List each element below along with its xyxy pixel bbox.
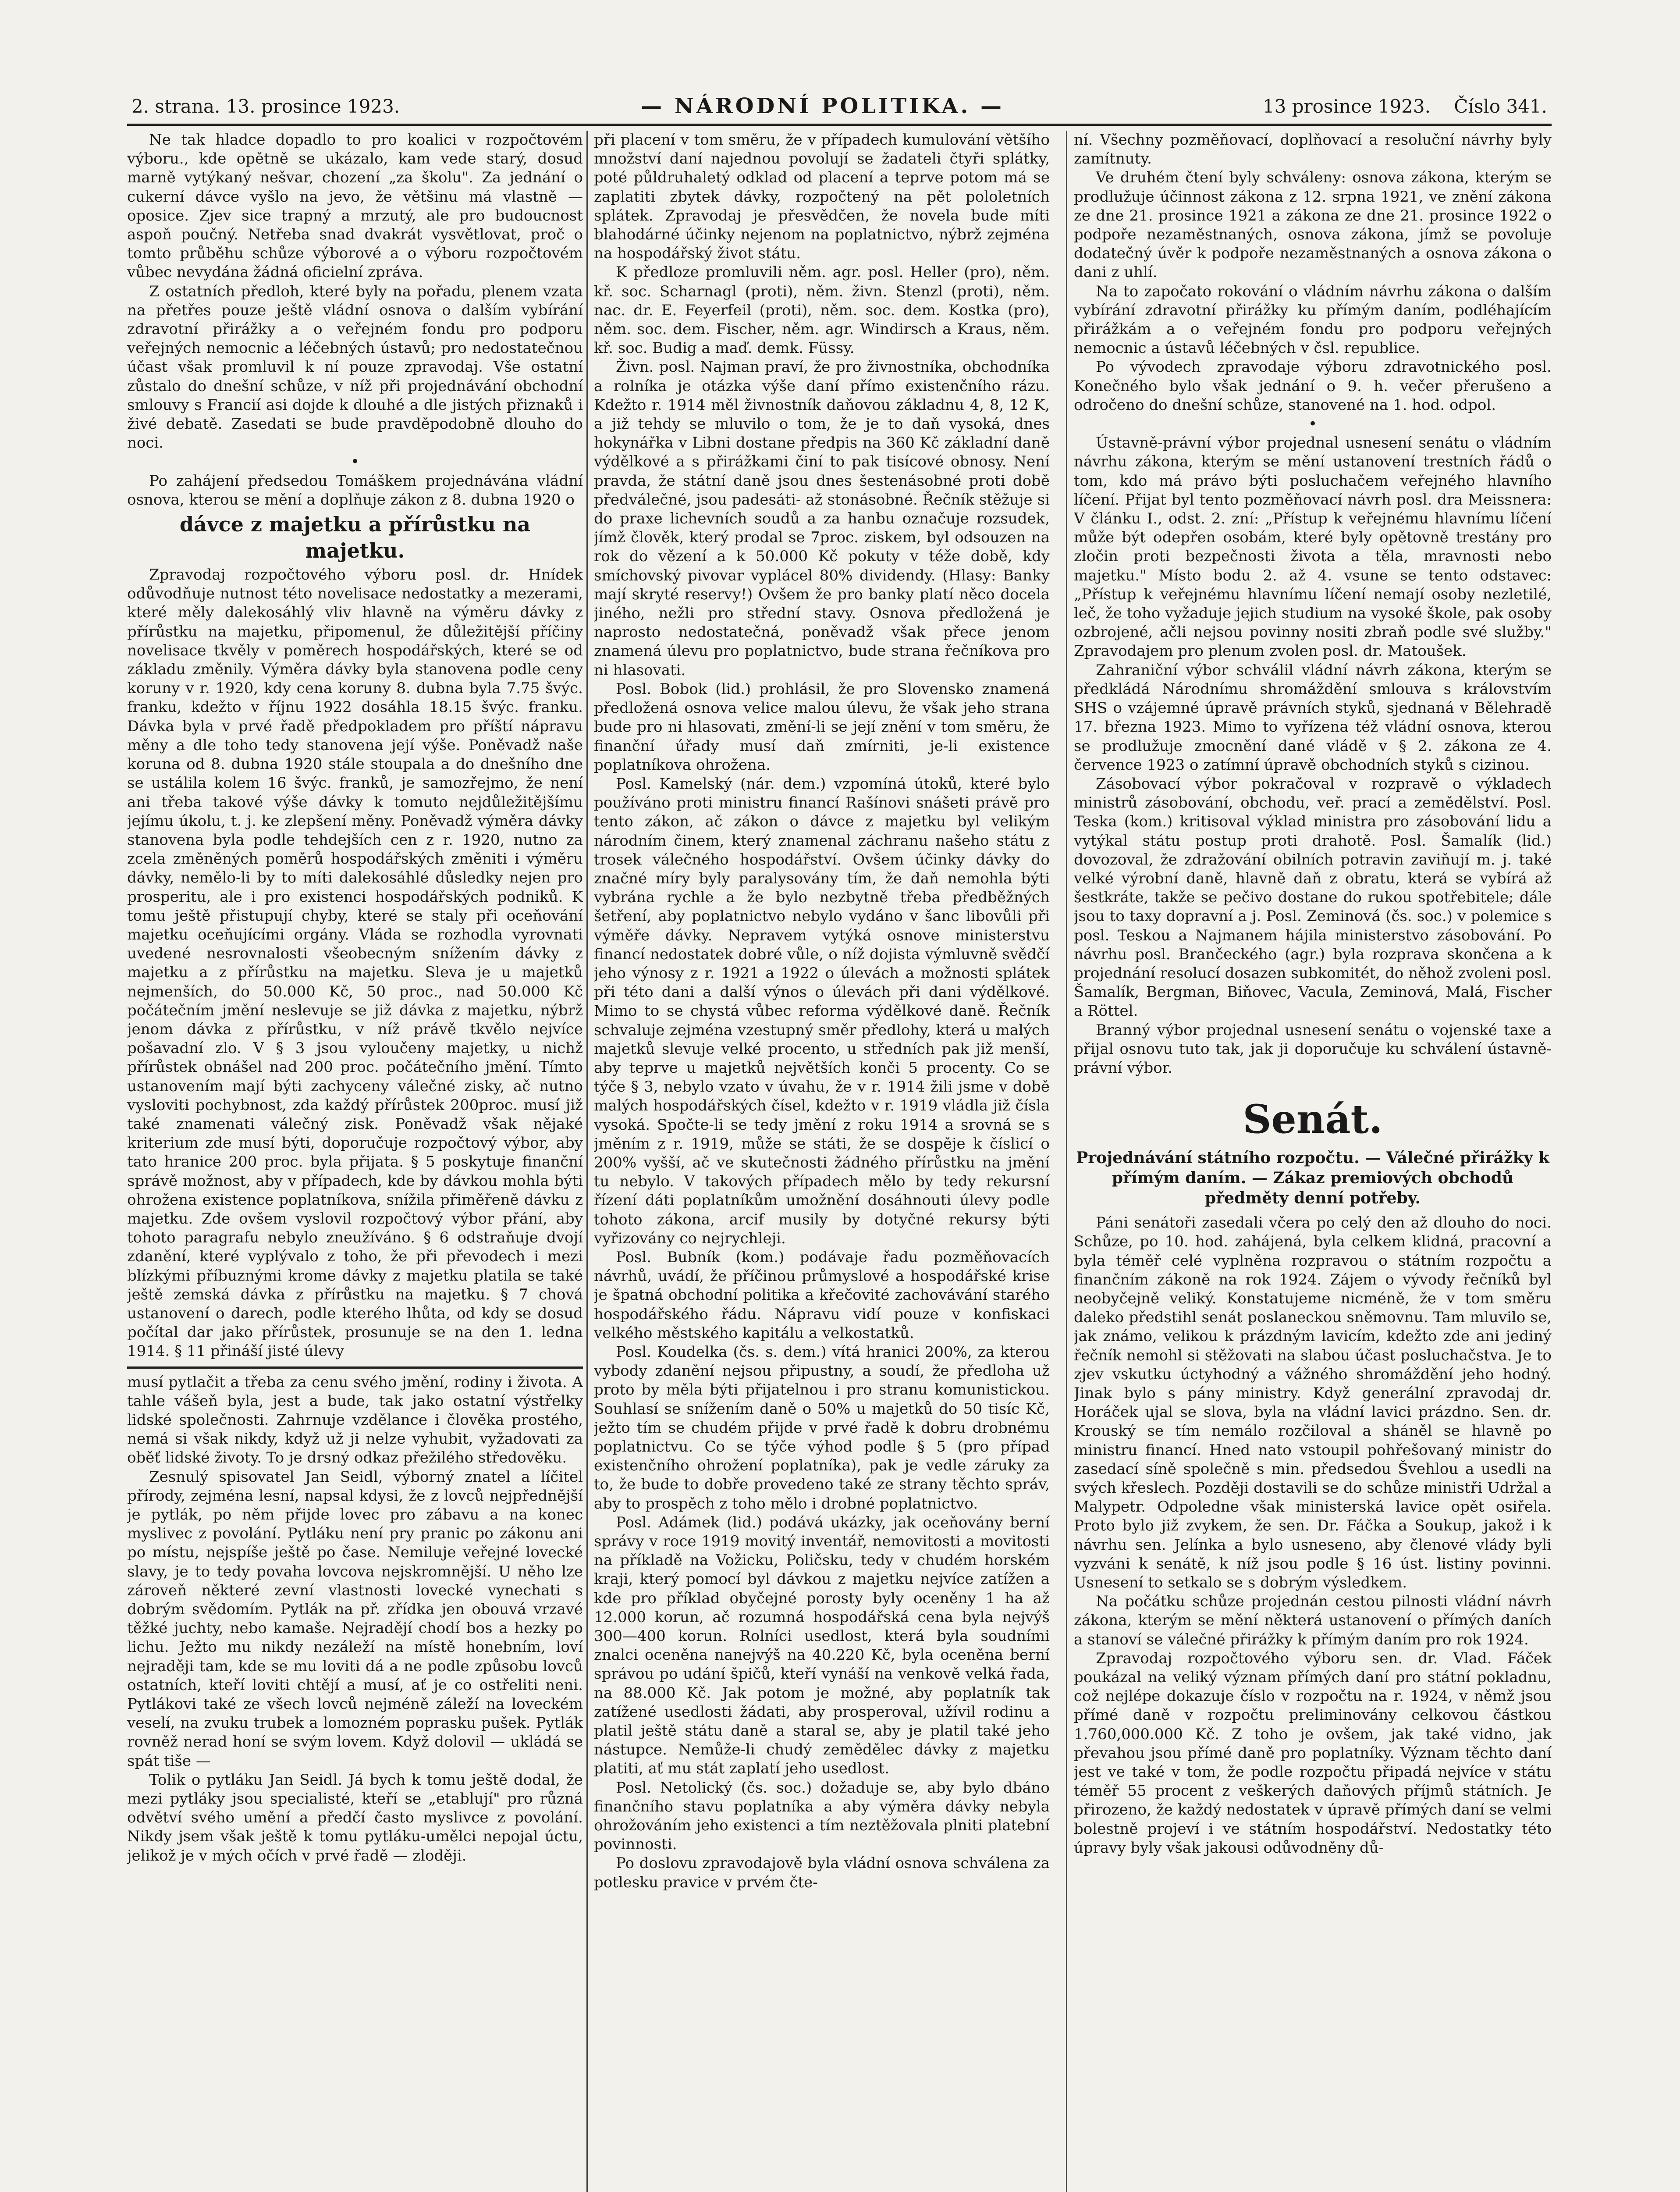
article-paragraph: Posl. Koudelka (čs. s. dem.) vítá hranici 200%, za kterou vybody zdanění nejsou připustny, a soudí, že předloha už proto by měla býti přijatelnou i pro stranu komunistickou. Souhlasí se snížením daně o 50% u majetků do 50 tisíc Kč, ježto tím se chudém přijde v prvé řadě k dobru drobnému poplatnictvu. Co se týče výhod podle § 5 (pro případ existenčního ohrožení poplatníka), pak je vedle záruky za to, že bude to dobře provedeno také ze strany těchto správ, aby to prospěch z toho mělo i drobné poplatnictvo. (594, 1343, 1050, 1512)
article-paragraph: Zpravodaj rozpočtového výboru posl. dr. Hnídek odůvodňuje nutnost této novelisace nedostatky a mezerami, které měly dalekosáhlý vliv hlavně na výměru dávky z přírůstku na majetku, připomenul, že důležitější příčiny novelisace tkvěly v poměrech hospodářských, které se od základu změnily. Výměra dávky byla stanovena podle ceny koruny v r. 1920, kdy cena koruny 8. dubna byla 7.75 švýc. franku, kdežto v říjnu 1922 dosáhla 18.15 švýc. franku. Dávka byla v prvé řadě předpokladem pro příští nápravu měny a dle toho tedy stanovena její výše. Poněvadž naše koruna od 8. dubna 1920 stále stoupala a do dnešního dne se ustálila kolem 16 švýc. franků, je samozřejmo, že není ani třeba takové výše dávky k tomuto nejdůležitějšímu jejímu úkolu, t. j. ke zlepšení měny. Poněvadž výměra dávky stanovena byla podle tehdejších cen z r. 1920, nutno za zcela změněných poměrů hospodářských změniti i výměru dávky, nemělo-li by to míti dalekosáhlé důsledky nejen pro prosperitu, ale i pro existenci hospodářských podniků. K tomu ještě přistupují chyby, které se staly při oceňování majetku oceňujícími orgány. Vláda se rozhodla vyrovnati uvedené nesrovnalosti všeobecným snížením dávky z majetku a z přírůstku na majetku. Sleva je u majetků nejmenších, do 50.000 Kč, 50 proc., nad 50.000 Kč počátečním jmění neslevuje se již dávka z majetku, nýbrž jenom dávka z přírůstku, v níž právě tkvělo nejvíce pošavadní zlo. V § 3 jsou vyloučeny majetky, u nichž přírůstek obnášel nad 200 proc. počátečního jmění. Tímto ustanovením mají býti zachyceny válečné zisky, ač nutno vysloviti pochybnost, zda každý přírůstek 200proc. musí již také znamenati válečný zisk. Poněvadž však nějaké kriterium zde musí býti, doporučuje rozpočtový výbor, aby tato hranice 200 proc. byla přijata. § 5 poskytuje finanční správě možnost, aby v případech, kde by dávkou mohla býti ohrožena existence poplatníkova, snížila přiměřeně dávku z majetku. Zde ovšem vyslovil rozpočtový výbor přání, aby tohoto paragrafu nebylo zneužíváno. § 6 odstraňuje dvojí zdanění, které vyplývalo z toho, že při převodech i mezi blízkými příbuznými krome dávky z majetku platila se také ještě zemská dávka z přírůstku na majetku. § 7 chová ustanovení o darech, podle kterého lhůta, od kdy se dosud počítal dar jako přírůstek, prosunuje se na den 1. ledna 1914. § 11 přináší jisté úlevy (127, 566, 583, 1360)
article-paragraph: Posl. Bubník (kom.) podávaje řadu pozměňovacích návrhů, uvádí, že příčinou průmyslové a hospodářské krise je špatná obchodní politika a křečovité zachovávání starého hospodářského řádu. Nápravu vidí pouze v konfiskaci velkého městského kapitálu a velkostatků. (594, 1248, 1050, 1342)
article-paragraph: Branný výbor projednal usnesení senátu o vojenské taxe a přijal osnovu tuto tak, jak ji doporučuje ku schválení ústavně-právní výbor. (1074, 1021, 1552, 1077)
article-paragraph: K předloze promluvili něm. agr. posl. Heller (pro), něm. kř. soc. Scharnagl (proti), něm. živn. Stenzl (proti), něm. nac. dr. E. Feyerfeil (proti), něm. soc. dem. Kostka (pro), něm. soc. dem. Fischer, něm. agr. Windirsch a Kraus, něm. kř. soc. Budig a maď. demk. Füssy. (594, 263, 1050, 357)
article-paragraph: Po zahájení předsedou Tomáškem projednávána vládní osnova, kterou se mění a doplňuje zákon z 8. dubna 1920 o (127, 472, 583, 509)
header-issue-number: Číslo 341. (1454, 95, 1547, 117)
section-bullet: • (1308, 415, 1318, 433)
header-rule (127, 124, 1552, 126)
masthead-title: — NÁRODNÍ POLITIKA. — (641, 94, 1004, 118)
header-date: 13 prosince 1923. (1262, 95, 1431, 117)
article-paragraph: Posl. Adámek (lid.) podává ukázky, jak oceňovány berní správy v roce 1919 movitý inventář, nemovitosti a movitosti na příkladě na Vožicku, Poličsku, tedy v chudém horském kraji, který pomocí byl dávkou z majetku nejvíce zatížen a kde pro příklad obyčejné porosty byly oceněny 1 ha až 12.000 korun, ač rozumná hospodářská cena byla nejvýš 300—400 korun. Rolníci usedlost, která byla soudními znalci oceněna nanejvýš na 40.220 Kč, byla oceněna berní správou po udání špičů, kteří vynáší na venkově velká řada, na 88.000 Kč. Jak potom je možné, aby poplatník tak zatížené usedlosti žádati, aby prosperoval, užívil rodinu a platil ještě státu daně a staral se, aby je platil také jeho nástupce. Nemůže-li chudý zemědělec dávky z majetku platiti, ať mu stát zaplatí jeho usedlost. (594, 1513, 1050, 1778)
article-paragraph: Ve druhém čtení byly schváleny: osnova zákona, kterým se prodlužuje účinnost zákona z 12. srpna 1921, ve znění zákona ze dne 21. prosince 1921 a zákona ze dne 21. prosince 1922 o podpoře nezaměstnaných, osnova zákona, jímž se povoluje dodatečný úvěr k podpoře nezaměstnaných a osnova zákona o dani z uhlí. (1074, 169, 1552, 281)
section-subtitle: Projednávání státního rozpočtu. — Válečné přirážky k přímým daním. — Zákaz premiových obchodů předměty denní potřeby. (1076, 1149, 1549, 1208)
column-1 (127, 131, 583, 2192)
article-paragraph: při placení v tom směru, že v případech kumulování většího množství daní najednou povolují se žadateli čtyři splátky, poté půldruhaletý odklad od placení a teprve potom má se zaplatiti zbytek dávky, rozpočtený na pět pololetních splátek. Zpravodaj je přesvědčen, že novela bude míti blahodárné účinky nejenom na poplatnictvo, nýbrž zejména na hospodářský život státu. (594, 131, 1050, 263)
article-paragraph: Posl. Bobok (lid.) prohlásil, že pro Slovensko znamená předložená osnova velice malou úlevu, že však jeho strana bude pro ni hlasovati, změní-li se její znění v tom směru, že finanční úřady musí daň zmírniti, je-li existence poplatníkova ohrožena. (594, 680, 1050, 774)
article-paragraph: Páni senátoři zasedali včera po celý den až dlouho do noci. Schůze, po 10. hod. zahájená, byla celkem klidná, pracovní a byla téměř celé vyplněna rozpravou o státním rozpočtu a finančním zákoně na rok 1924. Zájem o vývody řečníků byl neobyčejně veliký. Konstatujeme nicméně, že v tom směru daleko předstihl senát poslaneckou sněmovnu. Tam mluvilo se, jak známo, velikou k prázdným lavicím, kdežto zde ani jediný řečník nemohl si stěžovati na slabou účast posluchačstva. Je to zjev vskutku úctyhodný a vážného shromáždění jeho hodný. Jinak bylo s pány ministry. Když generální zpravodaj dr. Horáček ujal se slova, byla na vládní lavici prázdno. Sen. dr. Krouský se tím nemálo rozčiloval a sháněl se hlavně po ministru financí. Hned nato vstoupil pohřešovaný ministr do zasedací síně společně s min. předsedou Švehlou a usedli na svých křeslech. Později dostavili se do schůze ministři Udržal a Malypetr. Odpoledne však ministerská lavice opět osiřela. Proto bylo již zvykem, že sen. Dr. Fáčka a Soukup, jakož i k návrhu sen. Jelínka a bylo usneseno, aby členové vlády byli vyzváni k senátě, k níž jsou podle § 16 úst. listiny povinni. Usnesení to setkalo se s dobrým výsledkem. (1074, 1214, 1552, 1592)
spacer (1074, 1208, 1552, 1213)
feuilleton-separator (127, 1366, 583, 1369)
section-bullet: • (350, 453, 360, 471)
article-paragraph: Živn. posl. Najman praví, že pro živnostníka, obchodníka a rolníka je otázka výše daní přímo existenčního rázu. Kdežto r. 1914 měl živnostník daňovou základnu 4, 8, 12 K, a již tehdy se mluvilo o tom, že je to daň vysoká, dnes hokynářka v Libni dostane předpis na 360 Kč základní daně výdělkové a s přirážkami činí to pak tisícové obnosy. Není pravda, že státní daně jsou dnes šestenásobné proti době předválečné, jsou padesáti- až stonásobné. Řečník stěžuje si do praxe lichevních soudů a za hanbu označuje rozsudek, jímž člověk, který prodal se 7proc. ziskem, byl odsouzen na rok do vězení a k 50.000 Kč pokuty v téže době, kdy smíchovský pivovar vyplácel 80% dividendy. (Hlasy: Banky mají skryté reservy!) Ovšem že pro banky platí něco docela jiného, nežli pro střední stavy. Osnova předložená je naprosto nedostatečná, poněvadž však přece jenom znamená úlevu pro poplatnictvo, bude strana řečníkova pro ni hlasovati. (594, 358, 1050, 679)
article-paragraph: Ne tak hladce dopadlo to pro koalici v rozpočtovém výboru., kde opětně se ukázalo, kam vede starý, dosud marně vytýkaný nešvar, chození „za školu". Za jednání o cukerní dávce vyšlo na jevo, že většinu má vlastně — oposice. Zjev sice trapný a mrzutý, ale pro budoucnost aspoň poučný. Netřeba snad dvakrát vysvětlovat, proč o tomto průběhu schůze výborové a o výboru rozpočtovém vůbec nevydána žádná oficielní zpráva. (127, 131, 583, 281)
column-divider (586, 131, 588, 2192)
page-header (131, 92, 1547, 120)
article-paragraph: Z ostatních předloh, které byly na pořadu, plenem vzata na přetřes pouze ještě vládní osnova o dalším vybírání zdravotní přirážky a o veřejném fondu pro podporu veřejných nemocnic a léčebných ústavů; pro nedostatečnou účast však promluvil k ní pouze zpravodaj. Vše ostatní zůstalo do dnešní schůze, v níž při projednávání obchodní smlouvy s Francií asi dojde k dlouhé a dle jistých přiznaků i živé debatě. Zasedati se bude pravděpodobně dlouho do noci. (127, 282, 583, 452)
column-divider (1066, 131, 1067, 2192)
article-paragraph: Zásobovací výbor pokračoval v rozpravě o výkladech ministrů zásobování, obchodu, veř. prací a zemědělství. Posl. Teska (kom.) kritisoval výklad ministra pro zásobování lidu a vytýkal státu postup proti drahotě. Posl. Šamalík (lid.) dovozoval, že zdražování obilních potravin zaviňují m. j. také velké výrobní daně, hlavně daň z obratu, která se vybírá až šestkráte, takže se pečivo dostane do rukou spotřebitele; dále jsou to taxy dopravní a j. Posl. Zeminová (čs. soc.) v polemice s posl. Teskou a Najmanem hájila ministerstvo zásobování. Po návrhu posl. Brančeckého (agr.) byla rozprava skončena a k projednání resolucí dosazen subkomitét, do něhož zvoleni posl. Šamalík, Bergman, Biňovec, Vacula, Zeminová, Malá, Fischer a Röttel. (1074, 775, 1552, 1020)
article-title: dávce z majetku a přírůstku na majetku. (179, 512, 531, 563)
header-page-date: 2. strana. 13. prosince 1923. (131, 95, 400, 117)
feuilleton-paragraph: Zesnulý spisovatel Jan Seidl, výborný znatel a líčitel přírody, zejména lesní, napsal kdysi, že z lovců nejpřednější je pytlák, po něm přijde lovec pro zábavu a na konec myslivec z povolání. Pytláku není pry pranic po zákonu ani po místu, nejspíše ještě po čase. Nemiluje veřejné lovecké slavy, je to tedy povaha lovcova nejskromnější. U něho lze zároveň některé zevní vlastnosti lovecké vynechati s dobrým svědomím. Pytlák na př. zřídka jen obouvá vrzavé těžké juchty, nebo kamaše. Nejradějí chodí bos a hezky po lichu. Ježto mu nikdy nezáleží na místě honebním, loví nejraději tam, kde se mu loviti dá a ne podle způsobu lovců ostatních, kteří loviti chtějí a musí, ať je co ostřeliti neni. Pytlákovi také ze všech lovců nejméně záleží na loveckém veselí, na zvuku trubek a lomozném poprasku pušek. Pytlák rovněž nerad honí se svým lovem. Když dolovil — ukládá se spát tiše — (127, 1468, 583, 1770)
article-paragraph: Ústavně-právní výbor projednal usnesení senátu o vládním návrhu zákona, kterým se mění ustanovení trestních řádů o tom, kdo má právo býti posluchačem veřejného hlavního líčení. Přijat byl tento pozměňovací návrh posl. dra Meissnera: V článku I., odst. 2. zní: „Přístup k veřejnému hlavnímu líčení může být odepřen osobám, které byly opětovně trestány pro zločin proti bezpečnosti života a těla, mravnosti nebo majetku." Místo bodu 2. až 4. vsune se tento odstavec: „Přístup k veřejnému hlavnímu líčení nemají osoby nezletilé, leč, že toho vyžaduje jejich studium na vysoké škole, pak osoby ozbrojené, ačli nejsou povinny nositi zbraň podle své služby." Zpravodajem pro plenum zvolen posl. dr. Matoušek. (1074, 434, 1552, 660)
article-paragraph: Zpravodaj rozpočtového výboru sen. dr. Vlad. Fáček poukázal na veliký význam přímých daní pro státní pokladnu, což nejlépe dokazuje číslo v rozpočtu na r. 1924, v němž jsou přímé daně v rozpočtu preliminovány celkovou částkou 1.760,000.000 Kč. Z toho je ovšem, jak také vidno, jak převahou jsou přímé daně pro poplatníky. Význam těchto daní jest ve také v tom, že podle rozpočtu připadá nejvíce v státu téměř 55 procent z veškerých daňových příjmů státních. Je přirozeno, že každý nedostatek v úpravě přímých daní se velmi bolestně projeví i ve státním hospodářství. Nedostatky této úpravy byly však jakousi odůvodněny dů- (1074, 1649, 1552, 1857)
article-paragraph: Posl. Netolický (čs. soc.) dožaduje se, aby bylo dbáno finančního stavu poplatníka a aby výměra dávky nebyla ohrožováním jeho existenci a tím neztěžovala plniti platební povinnosti. (594, 1779, 1050, 1854)
header-issue-info (1245, 96, 1547, 117)
article-paragraph: Po doslovu zpravodajově byla vládní osnova schválena za potlesku pravice v prvém čte- (594, 1854, 1050, 1891)
feuilleton-paragraph: Tolik o pytláku Jan Seidl. Já bych k tomu ještě dodal, že mezi pytláky jsou specialisté, kteří se „etablují" pro různá odvětví svého umění a předčí často myslivce z povolání. Nikdy jsem však ještě k tomu pytláku-umělci nepojal úctu, jelikož je v mých očích v prvé řadě — zloději. (127, 1771, 583, 1865)
article-paragraph: Zahraniční výbor schválil vládní návrh zákona, kterým se předkládá Národnímu shromáždění smlouva s královstvím SHS o vzájemné úpravě právních styků, sjednaná v Bělehradě 17. března 1923. Mimo to vyřízena též vládní osnova, kterou se prodlužuje zmocnění dané vládě v § 2. zákona ze 4. července 1923 o zatímní úpravě obchodních styků s cizinou. (1074, 661, 1552, 774)
article-paragraph: Na to započato rokování o vládním návrhu zákona o dalším vybírání zdravotní přirážky ku přímým daním, podléhajícím přirážkám a o veřejném fondu pro podporu veřejných nemocnic a ústavů léčebných v čsl. republice. (1074, 282, 1552, 357)
column-2 (594, 131, 1050, 2192)
article-paragraph: ní. Všechny pozměňovací, doplňovací a resoluční návrhy byly zamítnuty. (1074, 131, 1552, 168)
article-paragraph: Posl. Kamelský (nár. dem.) vzpomíná útoků, které bylo používáno proti ministru financí Rašínovi snášeti právě pro tento zákon, ač zákon o dávce z majetku byl velikým národním činem, který znamenal záchranu našeho státu z trosek válečného hospodářství. Ovšem účinky dávky do značné míry byly paralysovány tím, že daň nemohla býti vybrána rychle a že bylo nezbytně třeba předběžných šetření, aby poplatnictvo nebylo vydáno v šanc libovůli při výměře dávky. Nepravem vytýká osnove ministerstvu financí nedostatek dobré vůle, o níž dojista výmluvně svědčí jeho výnosy z r. 1921 a 1922 o úlevách a možnosti splátek při této dani a další výnos o úlevách při dani výdělkové. Mimo to se chystá vůbec reforma výdělkové daně. Řečník schvaluje zejména vzestupný směr předlohy, která u malých majetků slevuje velké procento, u středních pak již menší, aby teprve u majetků největších konči 5 procenty. Co se týče § 3, nebylo vzato v úvahu, že v r. 1914 žili jsme v době malých hospodářských čísel, kdežto v r. 1919 vládla již čísla vysoká. Spočte-li se tedy jmění z roku 1914 a srovná se s jměním z r. 1919, může se státi, že se dospěje k číslicí o 200% vyšší, ač ve skutečnosti žádného přírůstku na jmění tu nebylo. V takových případech mělo by tedy rekursní řízení dáti poplatníkům umožnění dosáhnouti úlevy podle tohoto zákona, arcif musily by dotyčné rekursy býti vyřizovány co nejrychleji. (594, 775, 1050, 1247)
section-title: Senát. (1243, 1096, 1383, 1143)
article-paragraph: Na počátku schůze projednán cestou pilnosti vládní návrh zákona, kterým se mění některá ustanovení o přímých daních a stanoví se válečné přirážky k přímým daním pro rok 1924. (1074, 1593, 1552, 1648)
feuilleton-paragraph: musí pytlačit a třeba za cenu svého jmění, rodiny i života. A tahle vášeň byla, jest a bude, tak jako ostatní výstřelky lidské společnosti. Zahrnuje vzdělance i člověka prostého, nemá si však nikdy, když už ji nelze vyhubit, vyžadovati za oběť lidské životy. To je drsný odkaz přežilého středověku. (127, 1373, 583, 1467)
article-paragraph: Po vývodech zpravodaje výboru zdravotnického posl. Konečného bylo však jednání o 9. h. večer přerušeno a odročeno do dnešní schůze, stanovené na 1. hod. odpol. (1074, 358, 1552, 414)
column-3 (1074, 131, 1552, 2192)
